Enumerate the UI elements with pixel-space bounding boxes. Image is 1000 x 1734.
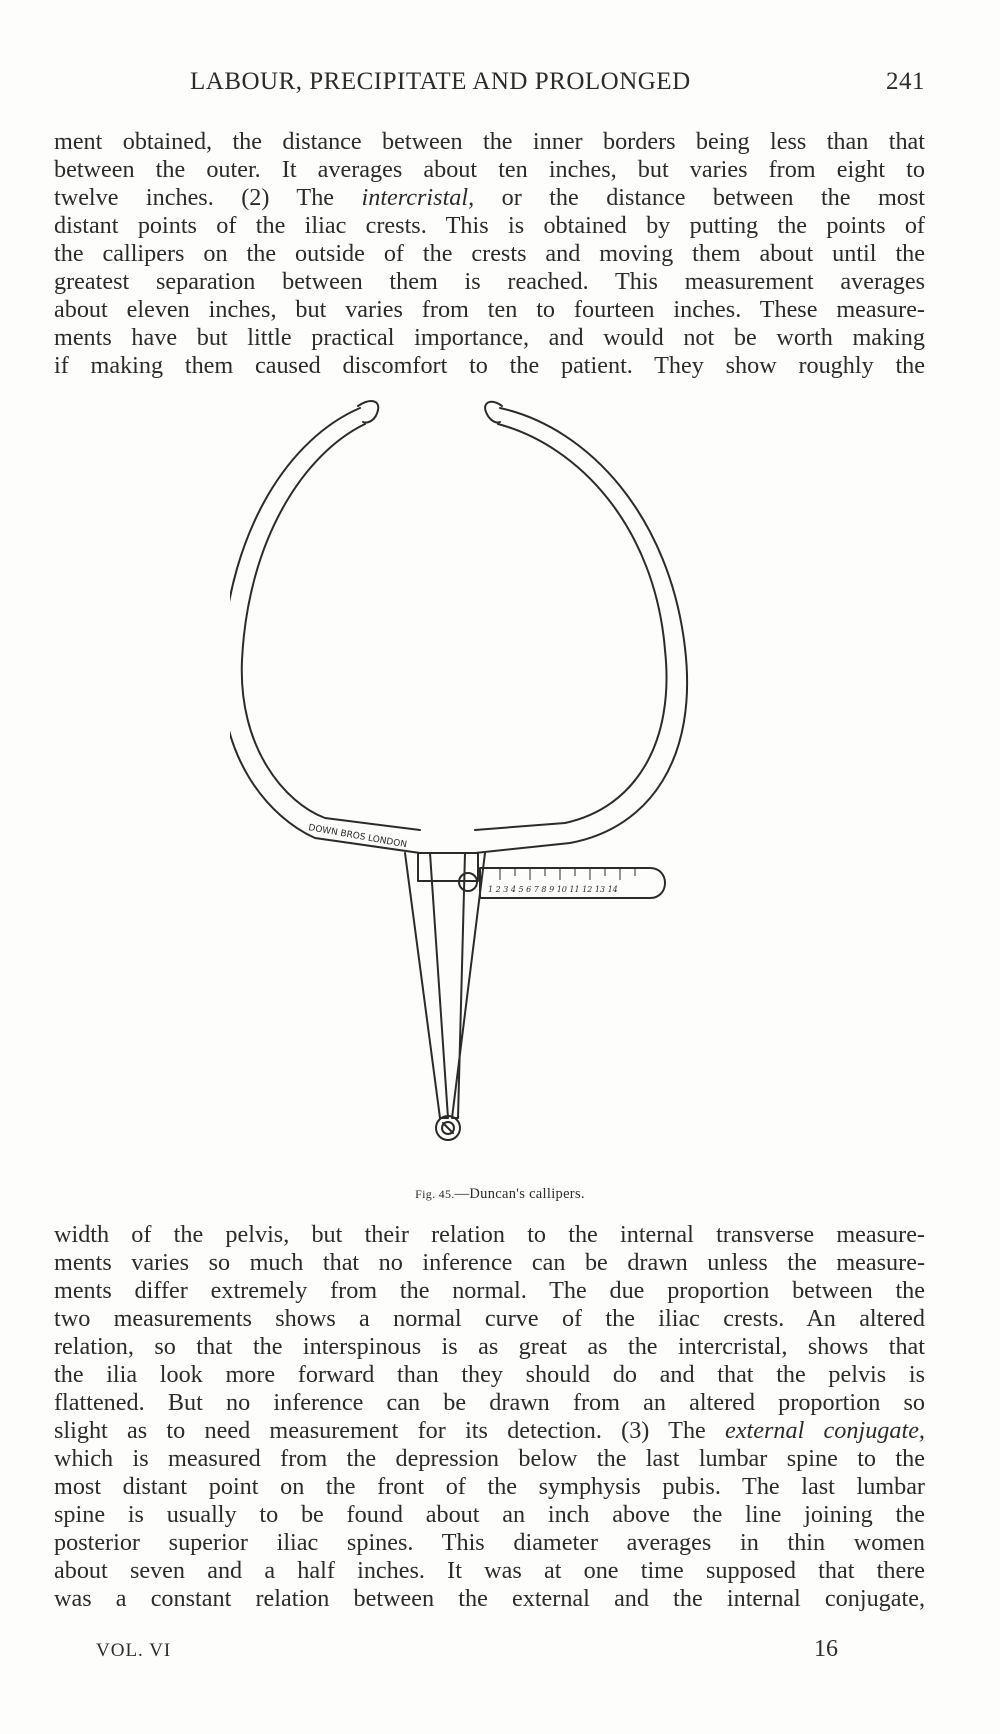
scale-digits: 1 2 3 4 5 6 7 8 9 10 11 12 13 14	[488, 885, 618, 894]
figure-caption-text: —Duncan's callipers.	[454, 1186, 585, 1202]
signature-mark: 16	[814, 1636, 838, 1662]
text-line: greatest separation between them is reached. This measurement averages	[54, 268, 925, 295]
text-line: spine is usually to be found about an inch above the line joining the	[54, 1501, 925, 1528]
text-line: ments varies so much that no inference can be drawn unless the measure-	[54, 1249, 925, 1276]
page-number: 241	[886, 68, 925, 95]
left-shank	[405, 853, 448, 1118]
text-line: flattened. But no inference can be drawn from an altered proportion so	[54, 1389, 925, 1416]
maker-engraving: DOWN BROS LONDON	[307, 823, 408, 851]
text-line: about eleven inches, but varies from ten to fourteen inches. These measure-	[54, 296, 925, 323]
figure-caption	[0, 1186, 1000, 1203]
paragraph-top	[54, 128, 925, 380]
figure-label: Fig. 45.	[415, 1187, 455, 1201]
text-line: ments differ extremely from the normal. The due proportion between the	[54, 1277, 925, 1304]
text-line: slight as to need measurement for its detection. (3) The external conjugate,	[54, 1417, 925, 1444]
volume-label: VOL. VI	[96, 1640, 172, 1661]
text-line: distant points of the iliac crests. This is obtained by putting the points of	[54, 212, 925, 239]
right-arm-outer	[475, 408, 687, 853]
text-line: between the outer. It averages about ten inches, but varies from eight to	[54, 156, 925, 183]
text-line: most distant point on the front of the symphysis pubis. The last lumbar	[54, 1473, 925, 1500]
hinge-block	[418, 853, 478, 881]
text-line: ments have but little practical importance, and would not be worth making	[54, 324, 925, 351]
text-line: was a constant relation between the external and the internal conjugate,	[54, 1585, 925, 1612]
callipers-illustration	[230, 398, 750, 1178]
text-line: the callipers on the outside of the crests and moving them about until the	[54, 240, 925, 267]
left-arm-inner	[242, 424, 420, 830]
paragraph-bottom	[54, 1221, 925, 1613]
text-line: ment obtained, the distance between the inner borders being less than that	[54, 128, 925, 155]
left-tip	[358, 401, 378, 422]
running-head	[190, 68, 925, 102]
text-line: if making them caused discomfort to the patient. They show roughly the	[54, 352, 925, 379]
text-line: two measurements shows a normal curve of the iliac crests. An altered	[54, 1305, 925, 1332]
italic-term: external conjugate,	[725, 1417, 925, 1444]
text-line: posterior superior iliac spines. This diameter averages in thin women	[54, 1529, 925, 1556]
text-line: relation, so that the interspinous is as great as the intercristal, shows that	[54, 1333, 925, 1360]
text-line: about seven and a half inches. It was at one time supposed that there	[54, 1557, 925, 1584]
chapter-title: LABOUR, PRECIPITATE AND PROLONGED	[190, 68, 691, 95]
left-arm-outer	[230, 408, 420, 853]
italic-term: intercristal,	[361, 184, 475, 211]
right-tip	[485, 402, 502, 423]
right-arm-inner	[475, 424, 667, 830]
page-footer	[96, 1636, 838, 1666]
text-line: the ilia look more forward than they should do and that the pelvis is	[54, 1361, 925, 1388]
text-line: which is measured from the depression below the last lumbar spine to the	[54, 1445, 925, 1472]
text-line: twelve inches. (2) The intercristal, or the distance between the most	[54, 184, 925, 211]
text-line: width of the pelvis, but their relation to the internal transverse measure-	[54, 1221, 925, 1248]
callipers-figure	[230, 398, 750, 1178]
